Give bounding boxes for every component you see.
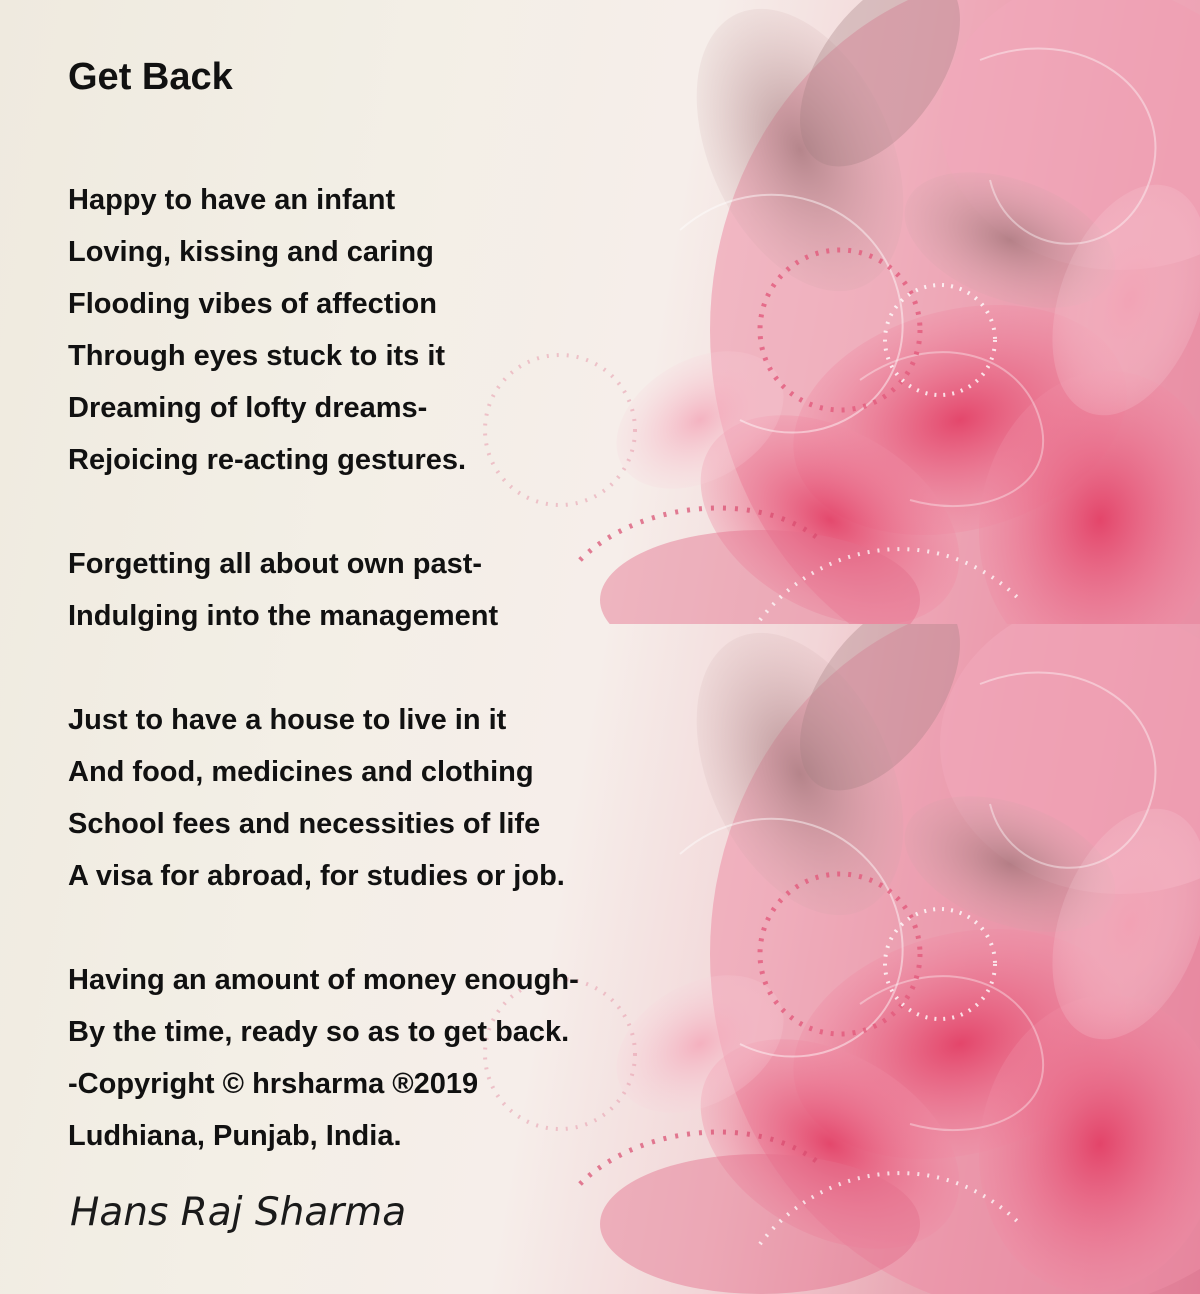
author-name: Hans Raj Sharma	[70, 1190, 407, 1235]
poem-title: Get Back	[68, 56, 233, 98]
stanza-4	[68, 954, 768, 1162]
poem-line: Dreaming of lofty dreams-	[68, 392, 428, 424]
poem-line: Flooding vibes of affection	[68, 288, 437, 320]
stanza-3	[68, 694, 768, 902]
poem-line: Through eyes stuck to its it	[68, 340, 446, 372]
poem-line: And food, medicines and clothing	[68, 756, 534, 788]
poem-line: Just to have a house to live in it	[68, 704, 507, 736]
poem-line: Indulging into the management	[68, 600, 499, 632]
copyright-line: -Copyright © hrsharma ®2019	[68, 1068, 479, 1100]
location-line: Ludhiana, Punjab, India.	[68, 1120, 402, 1152]
poem-line: By the time, ready so as to get back.	[68, 1016, 570, 1048]
poem-line: School fees and necessities of life	[68, 808, 541, 840]
poem-line: A visa for abroad, for studies or job.	[68, 860, 565, 892]
poem-body	[68, 52, 768, 1214]
stanza-1	[68, 174, 768, 486]
stanza-2	[68, 538, 768, 642]
poem-line: Loving, kissing and caring	[68, 236, 434, 268]
poem-line: Having an amount of money enough-	[68, 964, 579, 996]
poem-line: Forgetting all about own past-	[68, 548, 483, 580]
poem-line: Rejoicing re-acting gestures.	[68, 444, 467, 476]
poem-line: Happy to have an infant	[68, 184, 396, 216]
